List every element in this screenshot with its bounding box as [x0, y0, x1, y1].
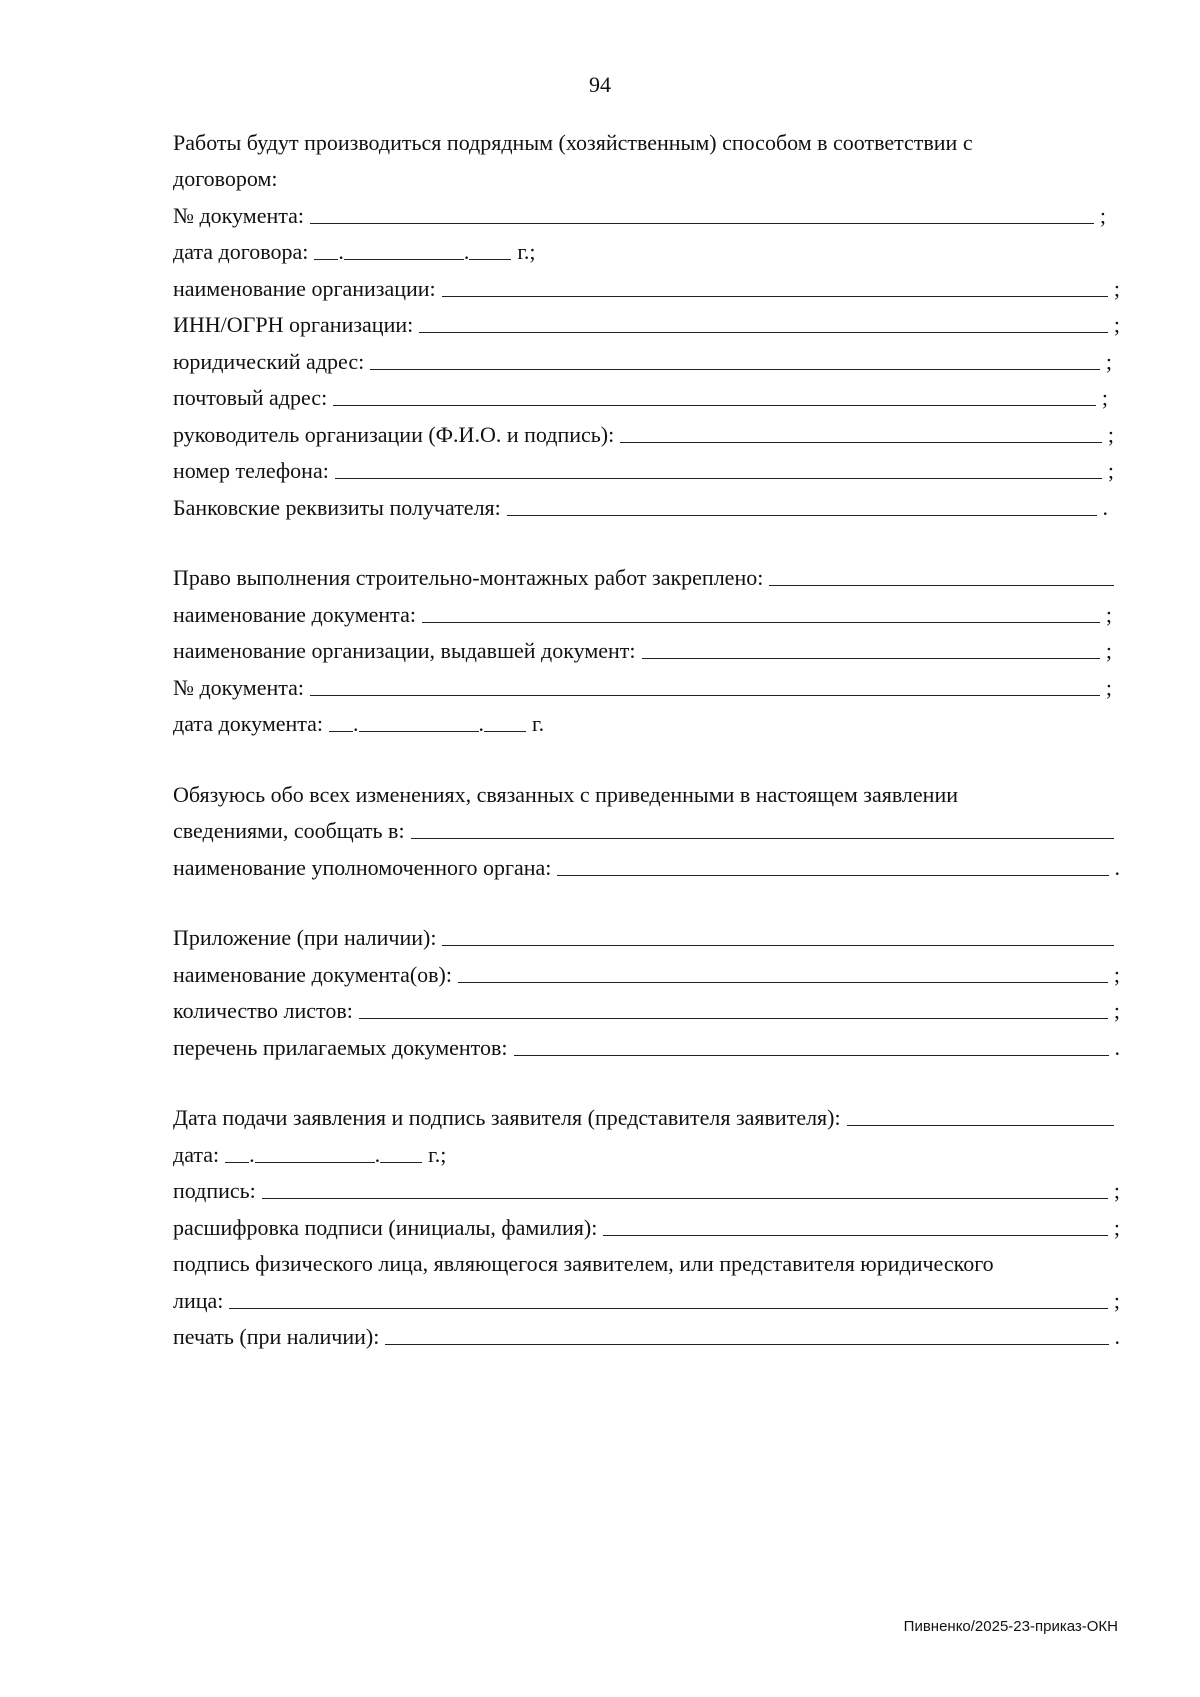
signature-sign-label: подпись: [173, 1178, 256, 1203]
license-issuer-label: наименование организации, выдавшей документ: [173, 638, 636, 663]
signature-decode-label: расшифровка подписи (инициалы, фамилия): [173, 1214, 598, 1240]
signature-date-month-field[interactable] [255, 1140, 375, 1163]
license-doc-no-row [173, 665, 1120, 702]
license-issuer-row [173, 629, 1120, 666]
signature-date-day-field[interactable] [225, 1140, 249, 1163]
license-doc-name-label: наименование документа: [173, 601, 416, 627]
signature-decode-field[interactable] [603, 1213, 1108, 1236]
license-doc-name-field[interactable] [422, 600, 1100, 623]
signature-person-field[interactable] [229, 1286, 1107, 1309]
contract-phone-row [173, 449, 1120, 486]
license-date-month-field[interactable] [359, 709, 479, 732]
attachments-sheets-label: количество листов: [173, 998, 353, 1023]
contract-inn-label: ИНН/ОГРН организации: [173, 312, 414, 337]
date-separator: . [374, 1141, 381, 1167]
intro-line-2 [173, 157, 1120, 194]
notify-authority-label: наименование уполномоченного органа: [173, 854, 552, 880]
semicolon: ; [1113, 961, 1120, 987]
signature-date-year-field[interactable] [380, 1140, 422, 1163]
license-issuer-field[interactable] [642, 636, 1100, 659]
contract-head-row [173, 412, 1120, 449]
attachments-sheets-row [173, 989, 1120, 1026]
contract-legal-address-label: юридический адрес: [173, 348, 365, 374]
period: . [1114, 854, 1120, 880]
period: . [1114, 1034, 1120, 1060]
semicolon: ; [1113, 1178, 1120, 1203]
signature-decode-row [173, 1205, 1120, 1242]
license-doc-name-row [173, 592, 1120, 629]
semicolon: ; [1107, 421, 1114, 447]
period: . [1114, 1324, 1120, 1349]
license-title-row [173, 556, 1120, 593]
license-title-field[interactable] [769, 563, 1114, 586]
contract-doc-no-field[interactable] [310, 201, 1094, 224]
contract-date-day-field[interactable] [314, 237, 338, 260]
notify-line-2 [173, 809, 1120, 846]
intro-text-2: договором: [173, 166, 278, 191]
date-separator: . [478, 711, 485, 736]
signature-title-label: Дата подачи заявления и подпись заявителя (представителя заявителя): [173, 1105, 841, 1130]
attachments-title-label: Приложение (при наличии): [173, 925, 437, 950]
date-separator: . [249, 1141, 255, 1167]
signature-date-label: дата: [173, 1141, 220, 1167]
contract-legal-address-field[interactable] [370, 347, 1100, 370]
contract-bank-label: Банковские реквизиты получателя: [173, 494, 501, 520]
notify-text-1: Обязуюсь обо всех изменениях, связанных с приведенными в настоящем заявлении [173, 781, 958, 807]
signature-stamp-row [173, 1315, 1120, 1352]
contract-org-name-label: наименование организации: [173, 275, 436, 301]
notify-text-2: сведениями, сообщать в: [173, 818, 405, 843]
date-separator: . [353, 711, 359, 736]
contract-inn-field[interactable] [419, 310, 1108, 333]
contract-head-field[interactable] [620, 420, 1102, 443]
notify-target-field[interactable] [411, 816, 1114, 839]
attachments-sheets-field[interactable] [359, 996, 1108, 1019]
contract-org-name-row [173, 266, 1120, 303]
signature-title-field[interactable] [847, 1103, 1114, 1126]
semicolon: ; [1113, 1287, 1120, 1313]
signature-sign-field[interactable] [262, 1176, 1108, 1199]
attachments-list-field[interactable] [514, 1033, 1109, 1056]
year-suffix: г.; [517, 239, 536, 264]
contract-postal-address-field[interactable] [333, 383, 1096, 406]
contract-org-name-field[interactable] [442, 274, 1108, 297]
semicolon: ; [1105, 601, 1112, 627]
page-number: 94 [589, 72, 611, 97]
notify-authority-field[interactable] [557, 853, 1108, 876]
semicolon: ; [1105, 348, 1112, 374]
contract-postal-address-row [173, 376, 1120, 413]
signature-person-line-1 [173, 1242, 1120, 1279]
signature-person-text-2: лица: [173, 1287, 224, 1313]
contract-bank-field[interactable] [507, 493, 1097, 516]
semicolon: ; [1113, 1214, 1120, 1240]
signature-sign-row [173, 1169, 1120, 1206]
date-separator: . [463, 239, 470, 264]
semicolon: ; [1099, 202, 1106, 228]
contract-date-month-field[interactable] [344, 237, 464, 260]
year-suffix: г.; [428, 1141, 447, 1167]
signature-stamp-label: печать (при наличии): [173, 1324, 380, 1349]
semicolon: ; [1113, 998, 1120, 1023]
signature-person-line-2 [173, 1278, 1120, 1315]
year-suffix: г. [532, 711, 545, 736]
contract-date-label: дата договора: [173, 239, 309, 264]
semicolon: ; [1107, 458, 1114, 483]
intro-line-1 [173, 120, 1120, 157]
license-date-day-field[interactable] [329, 709, 353, 732]
notify-authority-row [173, 845, 1120, 882]
contract-phone-field[interactable] [335, 456, 1102, 479]
attachments-title-row [173, 916, 1120, 953]
attachments-doc-names-row [173, 952, 1120, 989]
contract-postal-address-label: почтовый адрес: [173, 385, 328, 410]
license-doc-no-label: № документа: [173, 674, 304, 700]
contract-date-row [173, 230, 1120, 267]
license-date-year-field[interactable] [484, 709, 526, 732]
period: . [1102, 494, 1108, 520]
license-date-label: дата документа: [173, 711, 324, 736]
signature-date-row [173, 1132, 1120, 1169]
footer-document-code: Пивненко/2025-23-приказ-ОКН [903, 1618, 1118, 1635]
semicolon: ; [1105, 638, 1112, 663]
intro-text-1: Работы будут производиться подрядным (хозяйственным) способом в соответствии с [173, 129, 973, 155]
license-title-label: Право выполнения строительно-монтажных работ закреплено: [173, 565, 764, 590]
signature-title-row [173, 1096, 1120, 1133]
contract-bank-row [173, 485, 1120, 522]
signature-stamp-field[interactable] [385, 1322, 1108, 1345]
attachments-list-label: перечень прилагаемых документов: [173, 1034, 508, 1060]
attachments-title-field[interactable] [442, 923, 1114, 946]
date-separator: . [338, 239, 344, 264]
semicolon: ; [1101, 385, 1108, 410]
signature-person-text-1: подпись физического лица, являющегося заявителем, или представителя юридического [173, 1251, 994, 1276]
contract-date-year-field[interactable] [469, 237, 511, 260]
contract-head-label: руководитель организации (Ф.И.О. и подпись): [173, 421, 615, 447]
notify-line-1 [173, 772, 1120, 809]
contract-inn-row [173, 303, 1120, 340]
contract-doc-no-row [173, 193, 1120, 230]
contract-phone-label: номер телефона: [173, 458, 329, 483]
semicolon: ; [1113, 275, 1120, 301]
attachments-list-row [173, 1025, 1120, 1062]
contract-doc-no-label: № документа: [173, 202, 304, 228]
contract-legal-address-row [173, 339, 1120, 376]
semicolon: ; [1105, 674, 1112, 700]
form-body [173, 120, 1120, 1351]
license-date-row [173, 702, 1120, 739]
license-doc-no-field[interactable] [310, 673, 1100, 696]
attachments-doc-names-field[interactable] [458, 960, 1108, 983]
semicolon: ; [1113, 312, 1120, 337]
attachments-doc-names-label: наименование документа(ов): [173, 961, 452, 987]
